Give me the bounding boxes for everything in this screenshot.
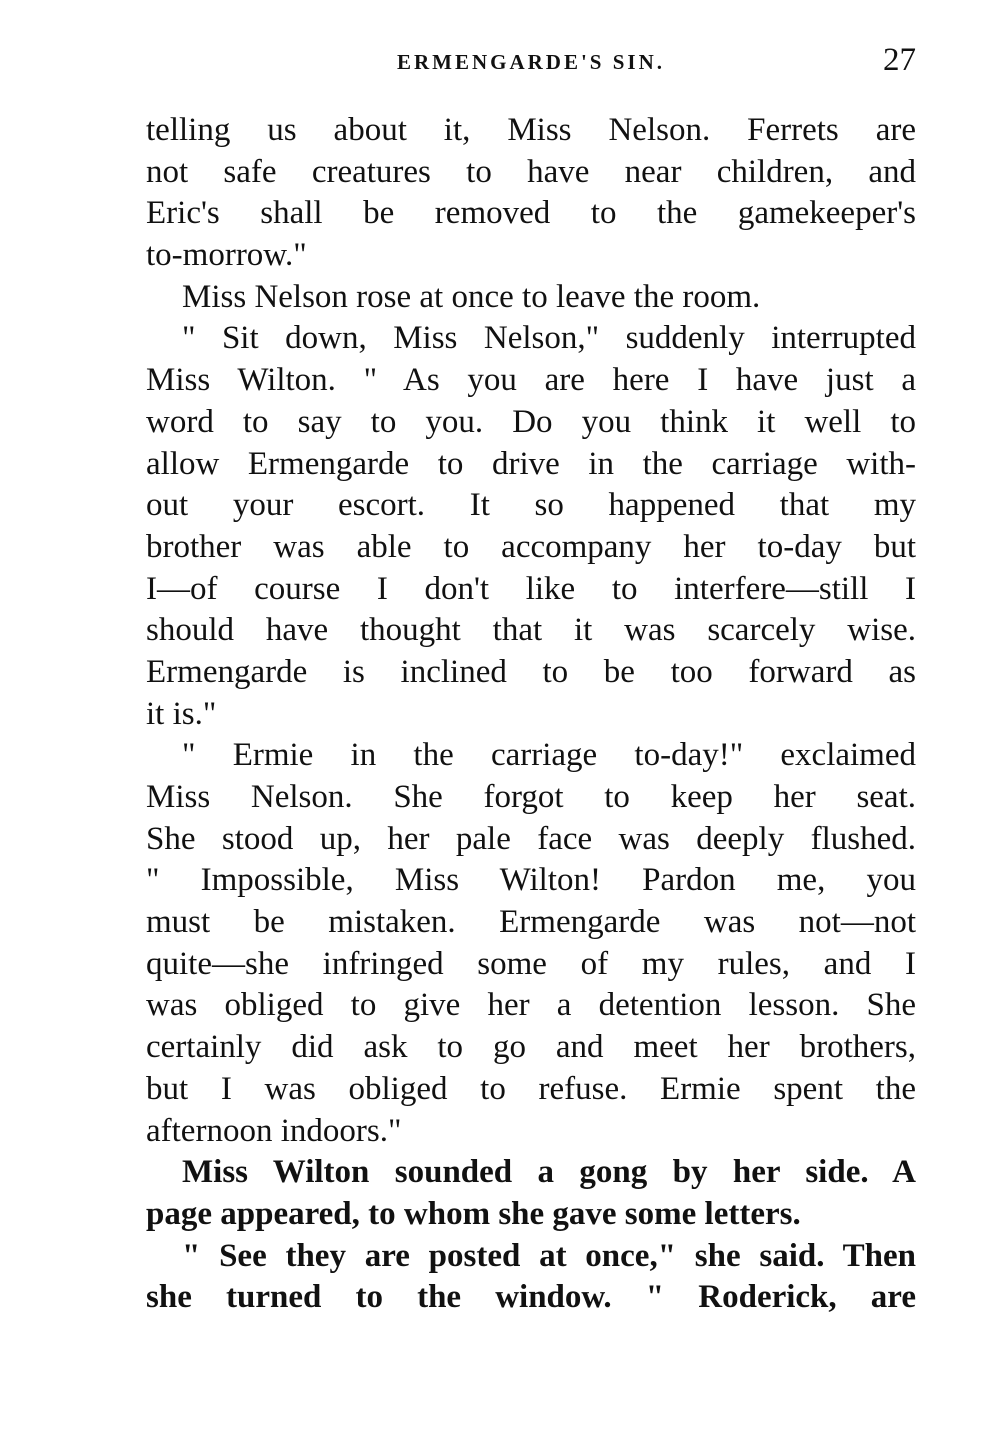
- text-line: Eric's shall be removed to the gamekeeper's: [146, 195, 916, 232]
- text-line: not safe creatures to have near children, and: [146, 153, 916, 190]
- text-line: " Ermie in the carriage to-day!" exclaimed: [182, 737, 916, 774]
- text-line: " See they are posted at once," she said. Then: [182, 1237, 916, 1274]
- text-line: Miss Wilton sounded a gong by her side. A: [182, 1154, 916, 1191]
- text-line: Miss Nelson. She forgot to keep her seat.: [146, 779, 916, 815]
- text-line: she turned to the window. " Roderick, are: [146, 1279, 916, 1316]
- text-line: should have thought that it was scarcely wise.: [146, 612, 916, 649]
- running-title: ERMENGARDE'S SIN.: [396, 50, 666, 74]
- text-line: word to say to you. Do you think it well to: [146, 403, 916, 440]
- body-text: [146, 110, 916, 1319]
- text-line: She stood up, her pale face was deeply flushed.: [146, 820, 916, 857]
- text-line: I—of course I don't like to interfere—still I: [146, 570, 916, 607]
- text-line: " Impossible, Miss Wilton! Pardon me, you: [146, 862, 916, 899]
- text-line: certainly did ask to go and meet her brothers,: [146, 1029, 916, 1066]
- text-line: Miss Nelson rose at once to leave the room.: [182, 278, 761, 315]
- text-line: was obliged to give her a detention lesson. She: [146, 987, 916, 1024]
- text-line: brother was able to accompany her to-day but: [146, 528, 916, 565]
- text-line: quite—she infringed some of my rules, and I: [146, 945, 916, 982]
- text-line: but I was obliged to refuse. Ermie spent the: [146, 1070, 916, 1107]
- text-line: must be mistaken. Ermengarde was not—not: [146, 904, 916, 941]
- text-line: page appeared, to whom she gave some letters.: [146, 1195, 801, 1232]
- page-number: 27: [883, 42, 916, 78]
- text-line: afternoon indoors.": [146, 1112, 402, 1149]
- running-head: [146, 42, 916, 78]
- text-line: Miss Wilton. " As you are here I have just a: [146, 362, 916, 399]
- text-line: " Sit down, Miss Nelson," suddenly interrupted: [182, 320, 916, 357]
- text-line: it is.": [146, 695, 217, 732]
- text-line: Ermengarde is inclined to be too forward as: [146, 653, 916, 690]
- text-line: out your escort. It so happened that my: [146, 487, 916, 524]
- text-line: allow Ermengarde to drive in the carriage with-: [146, 445, 916, 482]
- text-line: telling us about it, Miss Nelson. Ferrets are: [146, 112, 916, 148]
- text-line: to-morrow.": [146, 237, 307, 274]
